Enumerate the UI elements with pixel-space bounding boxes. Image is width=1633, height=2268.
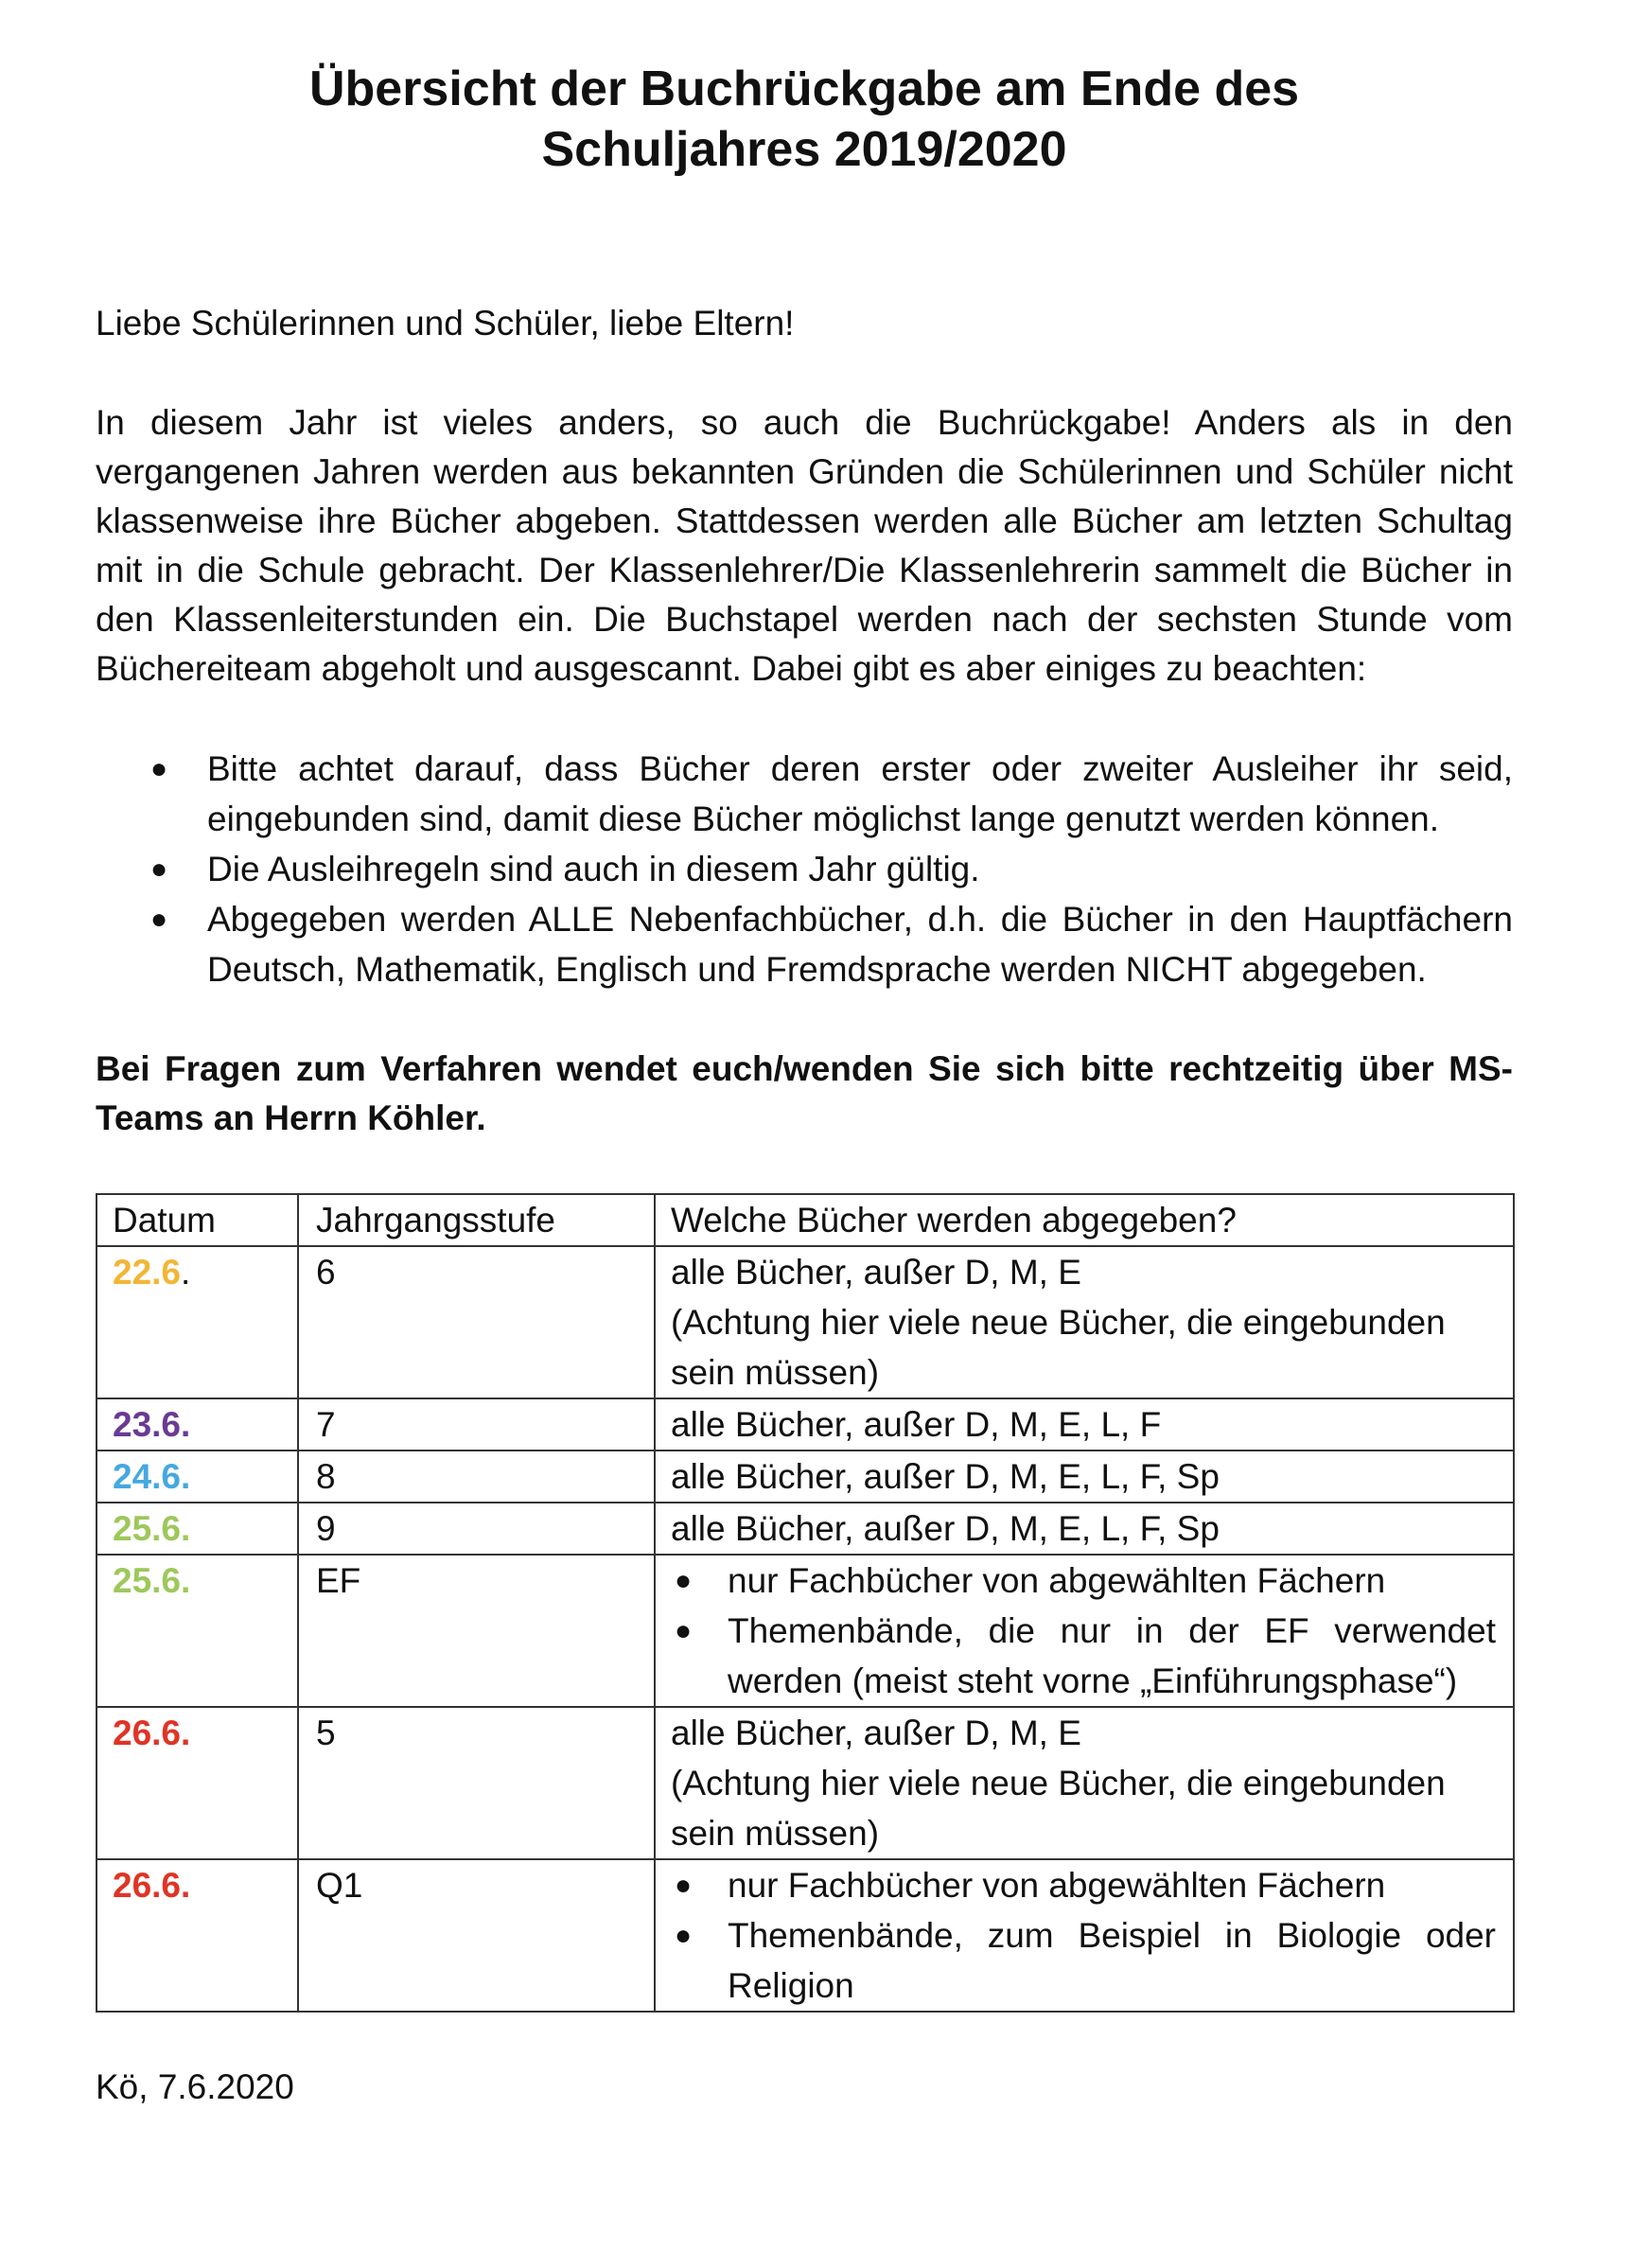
books-bullet-text: Themenbände, zum Beispiel in Biologie oder Religion (728, 1916, 1496, 2005)
table-row (97, 1859, 1514, 2012)
rules-list (96, 744, 1513, 994)
date-value: 22.6 (113, 1253, 182, 1292)
date-value: 26.6. (113, 1866, 191, 1905)
books-bullet-list (671, 1860, 1496, 2011)
grade-cell: 6 (298, 1246, 655, 1398)
date-cell (97, 1398, 298, 1450)
date-suffix: . (181, 1253, 191, 1292)
rule-text: Bitte achtet darauf, dass Bücher deren erster oder zweiter Ausleiher ihr seid, eingebunden sind, damit diese Bücher möglichst lange genutzt werden können. (207, 749, 1513, 838)
rule-item (96, 744, 1513, 844)
header-grade: Jahrgangsstufe (298, 1194, 655, 1246)
books-note: (Achtung hier viele neue Bücher, die eingebunden sein müssen) (671, 1764, 1446, 1853)
bullet-icon: ● (150, 753, 168, 784)
date-value: 25.6. (113, 1509, 191, 1548)
grade-cell: 9 (298, 1503, 655, 1555)
books-bullet-text: Themenbände, die nur in der EF verwendet werden (meist steht vorne „Einführungsphase“) (728, 1611, 1496, 1700)
books-cell (655, 1503, 1514, 1555)
intro-paragraph: In diesem Jahr ist vieles anders, so auch die Buchrückgabe! Anders als in den vergangenen Jahren werden aus bekannten Gründen die Schülerinnen und Schüler nicht klassenweise ihre Bücher abgeben. Stattdessen werden alle Bücher am letzten Schultag mit in die Schule gebracht. Der Klassenlehrer/Die Klassenlehrerin sammelt die Bücher in den Klassenleiterstunden ein. Die Buchstapel werden nach der sechsten Stunde vom Büchereiteam abgeholt und ausgescannt. Dabei gibt es aber einiges zu beachten: (96, 403, 1513, 688)
books-bullet-item (671, 1556, 1496, 1606)
date-cell (97, 1859, 298, 2012)
title-line-1: Übersicht der Buchrückgabe am Ende des (308, 62, 1300, 116)
rule-item (96, 894, 1513, 994)
books-text: alle Bücher, außer D, M, E (671, 1253, 1081, 1292)
table-row (97, 1707, 1514, 1859)
grade-cell: EF (298, 1555, 655, 1707)
books-cell (655, 1246, 1514, 1398)
books-bullet-text: nur Fachbücher von abgewählten Fächern (728, 1866, 1386, 1905)
date-value: 25.6. (113, 1561, 191, 1600)
table-header-row (97, 1194, 1514, 1246)
date-cell (97, 1450, 298, 1503)
date-value: 24.6. (113, 1457, 191, 1496)
books-cell (655, 1398, 1514, 1450)
date-value: 23.6. (113, 1405, 191, 1444)
books-text: alle Bücher, außer D, M, E, L, F (671, 1405, 1162, 1444)
document-title (96, 59, 1513, 180)
header-date: Datum (97, 1194, 298, 1246)
return-schedule-table (96, 1193, 1515, 2013)
table-row (97, 1398, 1514, 1450)
date-cell (97, 1246, 298, 1398)
books-cell (655, 1859, 1514, 2012)
table-row (97, 1503, 1514, 1555)
document-page (96, 59, 1513, 2112)
date-cell (97, 1555, 298, 1707)
table-row (97, 1450, 1514, 1503)
table-row (97, 1555, 1514, 1707)
books-bullet-item (671, 1606, 1496, 1706)
books-bullet-list (671, 1556, 1496, 1706)
bullet-icon: ● (675, 1920, 693, 1951)
date-value: 26.6. (113, 1714, 191, 1752)
date-cell (97, 1503, 298, 1555)
books-text: alle Bücher, außer D, M, E (671, 1714, 1081, 1752)
contact-note: Bei Fragen zum Verfahren wendet euch/wenden Sie sich bitte rechtzeitig über MS-Teams an Herrn Köhler. (96, 1049, 1513, 1137)
title-line-2: Schuljahres 2019/2020 (541, 122, 1067, 177)
grade-cell: 5 (298, 1707, 655, 1859)
rule-text: Abgegeben werden ALLE Nebenfachbücher, d.h. die Bücher in den Hauptfächern Deutsch, Mathematik, Englisch und Fremdsprache werden NICHT abgegeben. (207, 900, 1513, 989)
greeting: Liebe Schülerinnen und Schüler, liebe Eltern! (96, 304, 795, 343)
table-row (97, 1246, 1514, 1398)
rule-item (96, 844, 1513, 894)
books-cell (655, 1707, 1514, 1859)
books-cell (655, 1450, 1514, 1503)
header-books: Welche Bücher werden abgegeben? (655, 1194, 1514, 1246)
books-bullet-item (671, 1910, 1496, 2011)
grade-cell: 7 (298, 1398, 655, 1450)
bullet-icon: ● (150, 853, 168, 885)
rule-text: Die Ausleihregeln sind auch in diesem Jahr gültig. (207, 850, 980, 888)
books-bullet-item (671, 1860, 1496, 1910)
bullet-icon: ● (675, 1615, 693, 1646)
grade-cell: Q1 (298, 1859, 655, 2012)
grade-cell: 8 (298, 1450, 655, 1503)
books-text: alle Bücher, außer D, M, E, L, F, Sp (671, 1509, 1220, 1548)
bullet-icon: ● (675, 1870, 693, 1901)
bullet-icon: ● (150, 904, 168, 935)
signature-date: Kö, 7.6.2020 (96, 2067, 294, 2106)
books-note: (Achtung hier viele neue Bücher, die eingebunden sein müssen) (671, 1303, 1446, 1392)
books-cell (655, 1555, 1514, 1707)
bullet-icon: ● (675, 1565, 693, 1596)
books-text: alle Bücher, außer D, M, E, L, F, Sp (671, 1457, 1220, 1496)
books-bullet-text: nur Fachbücher von abgewählten Fächern (728, 1561, 1386, 1600)
date-cell (97, 1707, 298, 1859)
